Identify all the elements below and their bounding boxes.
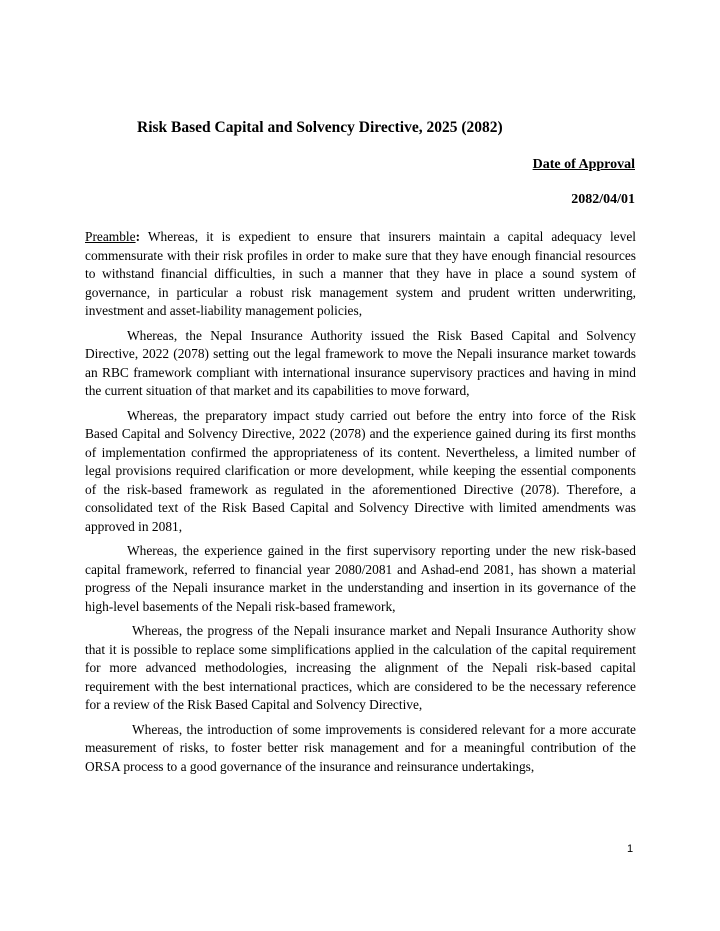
whereas-paragraph-4: Whereas, the progress of the Nepali insurance market and Nepali Insurance Authority show that it is possible to replace some simplifications applied in the calculation of the capital requirement for more advanced methodologies, increasing the alignment of the Nepali risk-based capital requirement with the best international practices, which are considered to be the necessary reference for a review of the Risk Based Capital and Solvency Directive, (85, 623, 636, 712)
whereas-paragraph-5: Whereas, the introduction of some improvements is considered relevant for a more accurate measurement of risks, to foster better risk management and for a meaningful contribution of the ORSA process to a good governance of the insurance and reinsurance undertakings, (85, 721, 636, 774)
preamble-paragraph (85, 228, 636, 321)
whereas-paragraph-3: Whereas, the experience gained in the first supervisory reporting under the new risk-based capital framework, referred to financial year 2080/2081 and Ashad-end 2081, has shown a material progress of the Nepali insurance market in the understanding and insertion in its governance of the high-level basements of the Nepali risk-based framework, (85, 543, 636, 614)
whereas-paragraph-1: Whereas, the Nepal Insurance Authority issued the Risk Based Capital and Solvency Directive, 2022 (2078) setting out the legal framework to move the Nepali insurance market towards an RBC framework compliant with international insurance supervisory practices and having in mind the current situation of that market and its capabilities to move forward, (85, 327, 636, 398)
preamble-text: Whereas, it is expedient to ensure that insurers maintain a capital adequacy level commensurate with their risk profiles in order to make sure that they have enough financial resources to withstand financial difficulties, in such a manner that they have in place a sound system of governance, in particular a robust risk management system and prudent written underwriting, investment and asset-liability management policies, (85, 229, 636, 318)
approval-date-value: 2082/04/01 (571, 192, 635, 207)
preamble-label: Preamble (85, 229, 136, 244)
document-body (85, 228, 636, 782)
page-number: 1 (627, 843, 634, 855)
preamble-colon: : (135, 229, 141, 244)
approval-date-label: Date of Approval (532, 157, 635, 172)
document-title: Risk Based Capital and Solvency Directive, 2025 (2082) (137, 119, 503, 136)
whereas-paragraph-2: Whereas, the preparatory impact study carried out before the entry into force of the Risk Based Capital and Solvency Directive, 2022 (2078) and the experience gained during its first months of implementation confirmed the appropriateness of its content. Nevertheless, a limited number of legal provisions required clarification or more development, while keeping the essential components of the risk-based framework as regulated in the aforementioned Directive (2078). Therefore, a consolidated text of the Risk Based Capital and Solvency Directive with limited amendments was approved in 2081, (85, 407, 636, 534)
